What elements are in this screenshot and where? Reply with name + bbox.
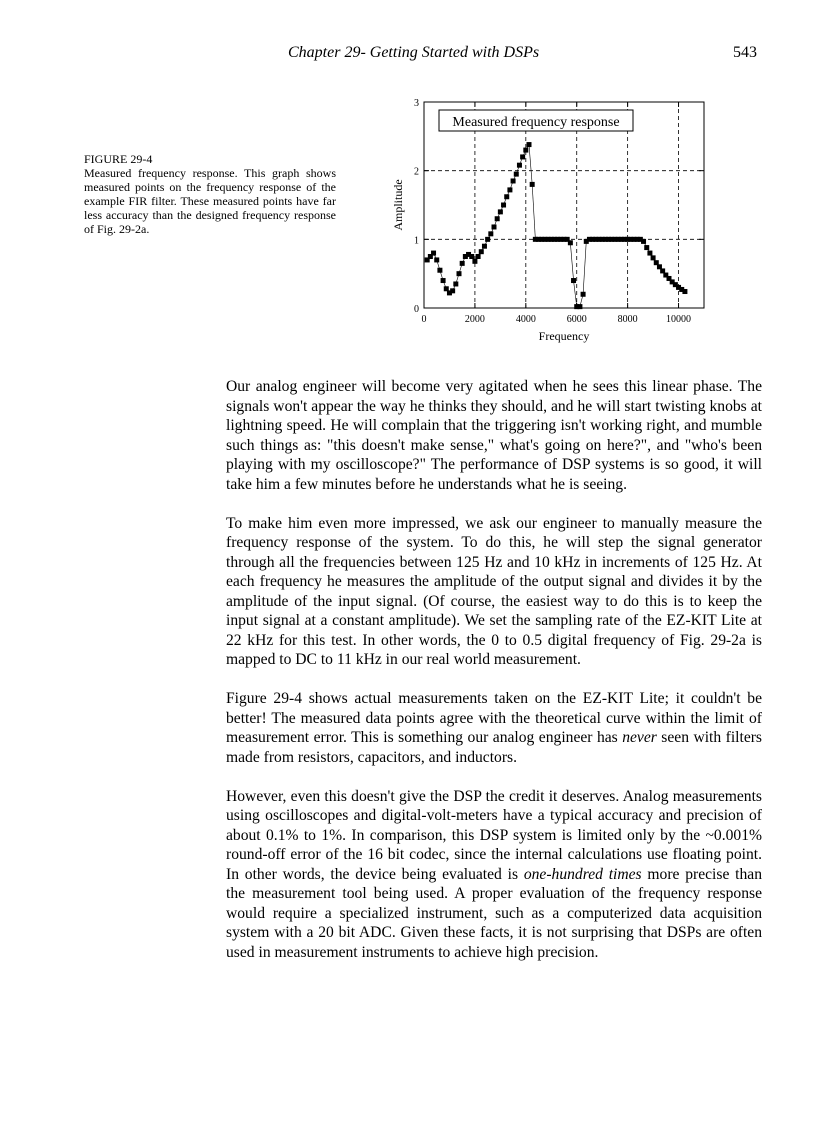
data-line-segment bbox=[570, 243, 573, 281]
frequency-response-chart bbox=[380, 90, 720, 355]
data-point bbox=[485, 237, 490, 242]
x-tick-label: 0 bbox=[421, 314, 427, 325]
data-point bbox=[682, 289, 687, 294]
data-line-segment bbox=[532, 184, 535, 239]
data-point bbox=[520, 154, 525, 159]
data-point bbox=[482, 244, 487, 249]
x-tick-label: 8000 bbox=[617, 314, 638, 325]
plot-frame bbox=[424, 102, 704, 308]
y-tick-label: 1 bbox=[414, 235, 419, 247]
paragraph-text: more precise than the measurement tool being used. A proper evaluation of the frequency response would require a specialized instrument, such as a computerized data acquisition system with a 20 bit ADC. Given these facts, it is not surprising that DSPs are often used in measurement instruments to achieve high precision. bbox=[226, 865, 763, 961]
data-point bbox=[441, 278, 446, 283]
body-text bbox=[226, 377, 762, 982]
running-header-title: Chapter 29- Getting Started with DSPs bbox=[288, 44, 540, 61]
x-axis-label: Frequency bbox=[538, 329, 590, 343]
axis-ticks bbox=[414, 98, 704, 325]
figure-29-4 bbox=[380, 90, 720, 360]
paragraph-text: Our analog engineer will become very agitated when he sees this linear phase. The signals won't appear the way he thinks they should, and he will start twisting knobs at lightning speed. He will complain that the triggering isn't working right, and mumble such things as: "this doesn't make sense," what's going on here?", and "who's been playing with my oscilloscope?" The performance of DSP systems is so good, it will take him a few minutes before he understands what he is seeing. bbox=[226, 378, 762, 493]
x-tick-label: 2000 bbox=[464, 314, 485, 325]
figure-caption bbox=[84, 152, 336, 236]
data-point bbox=[517, 163, 522, 168]
x-tick-label: 4000 bbox=[515, 314, 536, 325]
x-tick-label: 10000 bbox=[666, 314, 692, 325]
data-point bbox=[504, 194, 509, 199]
data-point bbox=[641, 239, 646, 244]
x-tick-label: 6000 bbox=[566, 314, 587, 325]
data-point bbox=[437, 268, 442, 273]
paragraph bbox=[226, 689, 762, 767]
data-line-segment bbox=[583, 241, 586, 294]
page-header bbox=[0, 44, 816, 68]
y-tick-label: 2 bbox=[414, 166, 419, 178]
data-point bbox=[488, 231, 493, 236]
data-point bbox=[514, 172, 519, 177]
emphasis-text: one-hundred times bbox=[523, 865, 642, 883]
data-point bbox=[507, 187, 512, 192]
paragraph bbox=[226, 787, 762, 963]
data-points bbox=[425, 142, 688, 309]
data-line-segment bbox=[574, 281, 577, 307]
data-point bbox=[453, 281, 458, 286]
y-tick-label: 3 bbox=[414, 98, 419, 109]
page-number: 543 bbox=[733, 44, 757, 61]
y-axis-label: Amplitude bbox=[391, 179, 405, 231]
data-point bbox=[469, 254, 474, 259]
paragraph-text: seen with filters made from resistors, capacitors, and inductors. bbox=[226, 729, 762, 766]
paragraph bbox=[226, 514, 762, 670]
figure-caption-text: Measured frequency response. This graph shows measured points on the frequency response of the example FIR filter. These measured points have far less accuracy than the designed frequency response of Fig. 29-2a. bbox=[84, 166, 336, 236]
data-point bbox=[457, 271, 462, 276]
paragraph-text: However, even this doesn't give the DSP the credit it deserves. Analog measurements using oscilloscopes and digital-volt-meters have a typical accuracy and precision of about 0.1% to 1%. In comparison, this DSP system is limited only by the ~0.001% round-off error of the 16 bit codec, since the internal calculations use floating point. In other words, the device being evaluated is bbox=[226, 787, 762, 883]
paragraph-text: Figure 29-4 shows actual measurements taken on the EZ-KIT Lite; it couldn't be better! The measured data points agree with the theoretical curve within the limit of measurement error. This is something our analog engineer has bbox=[226, 690, 762, 746]
chart-title: Measured frequency response bbox=[452, 115, 620, 130]
paragraph-text: To make him even more impressed, we ask our engineer to manually measure the frequency response of the system. To do this, he will step the signal generator through all the frequencies between 125 Hz and 10 kHz in increments of 125 Hz. At each frequency he measures the amplitude of the output signal and divides it by the amplitude of the input signal. (Of course, the easiest way to do this is to keep the input signal at a constant amplitude). We set the sampling rate of the EZ-KIT Lite at 22 kHz for this test. In other words, the 0 to 0.5 digital frequency of Fig. 29-2a is mapped to DC to 11 kHz in our real world measurement. bbox=[226, 514, 762, 668]
data-line-segment bbox=[529, 145, 532, 185]
grid-lines bbox=[424, 102, 704, 308]
figure-label: FIGURE 29-4 bbox=[84, 152, 153, 166]
paragraph bbox=[226, 377, 762, 494]
emphasis-text: never bbox=[622, 729, 657, 746]
y-tick-label: 0 bbox=[414, 304, 419, 315]
data-point bbox=[647, 251, 652, 256]
